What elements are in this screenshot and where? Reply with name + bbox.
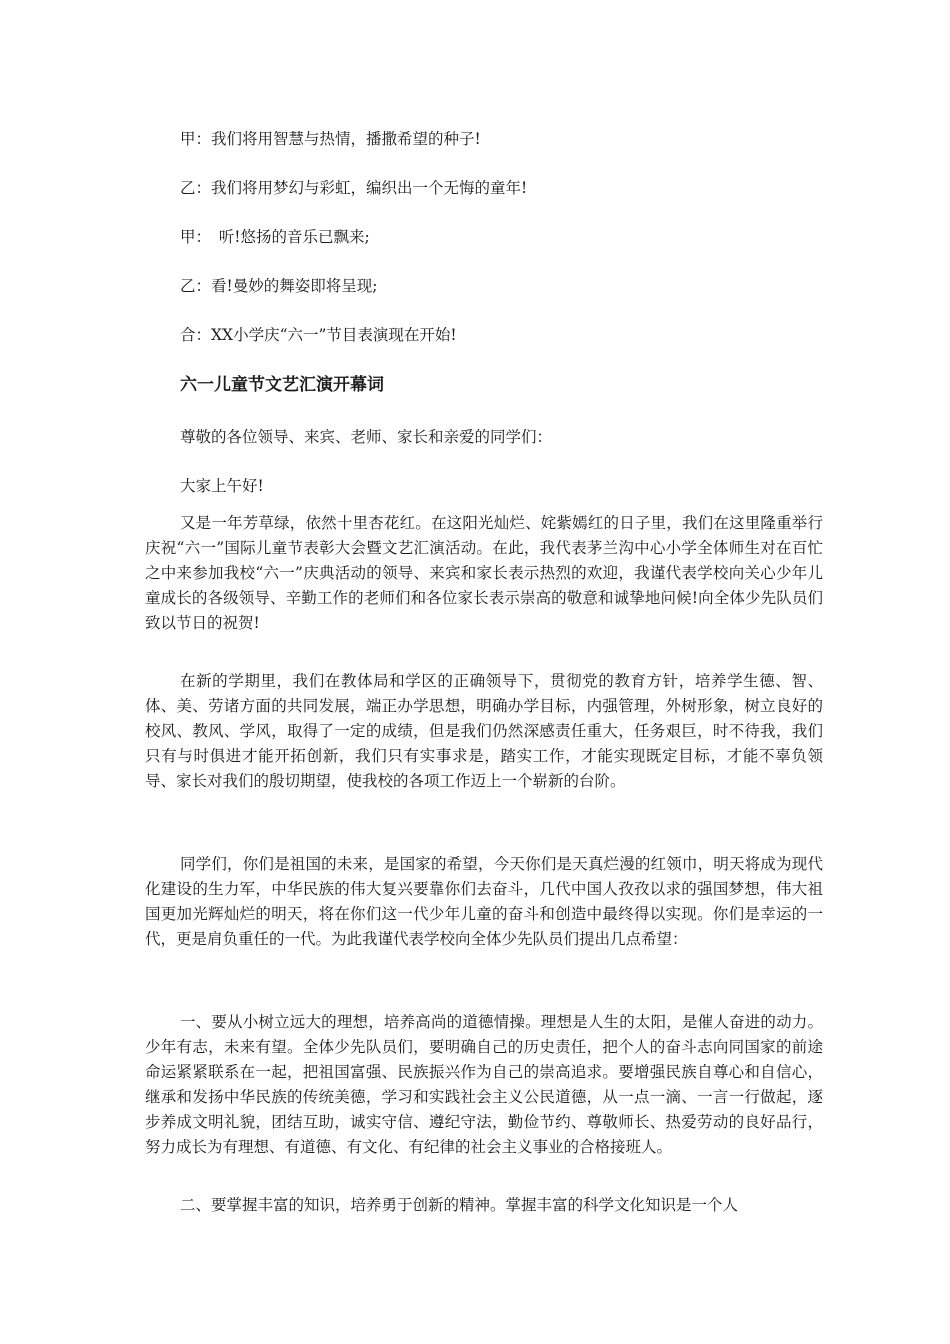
dialogue-line-2: 乙：我们将用梦幻与彩虹，编织出一个无悔的童年! (180, 179, 528, 197)
dialogue-line-1: 甲：我们将用智慧与热情，播撒希望的种子! (180, 130, 481, 148)
greeting: 大家上午好! (180, 477, 264, 495)
salutation: 尊敬的各位领导、来宾、老师、家长和亲爱的同学们： (180, 428, 553, 446)
paragraph-2: 在新的学期里，我们在教体局和学区的正确领导下，贯彻党的教育方针，培养学生德、智、体、美、劳诸方面的共同发展，端正办学思想，明确办学目标，内强管理，外树形象，树立良好的校风、教风、学风，取得了一定的成绩，但是我们仍然深感责任重大，任务艰巨，时不待我，我们只有与时俱进才能开拓创新，我们只有实事求是，踏实工作，才能实现既定目标，才能不辜负领导、家长对我们的殷切期望，使我校的各项工作迈上一个崭新的台阶。 (145, 672, 823, 790)
dialogue-line-5: 合：XX小学庆“六一”节目表演现在开始! (180, 326, 457, 344)
paragraph-1: 又是一年芳草绿，依然十里杏花红。在这阳光灿烂、姹紫嫣红的日子里，我们在这里隆重举行庆祝“六一”国际儿童节表彰大会暨文艺汇演活动。在此，我代表茅兰沟中心小学全体师生对在百忙之中来参加我校“六一”庆典活动的领导、来宾和家长表示热烈的欢迎，我谨代表学校向关心少年儿童成长的各级领导、辛勤工作的老师们和各位家长表示崇高的敬意和诚挚地问候!向全体少先队员们致以节日的祝贺! (145, 514, 823, 632)
dialogue-line-4: 乙：看!曼妙的舞姿即将呈现; (180, 277, 378, 295)
paragraph-3: 同学们，你们是祖国的未来，是国家的希望，今天你们是天真烂漫的红领巾，明天将成为现代化建设的生力军，中华民族的伟大复兴要靠你们去奋斗，几代中国人孜孜以求的强国梦想，伟大祖国更加光辉灿烂的明天，将在你们这一代少年儿童的奋斗和创造中最终得以实现。你们是幸运的一代，更是肩负重任的一代。为此我谨代表学校向全体少先队员们提出几点希望： (145, 855, 823, 948)
paragraph-4: 一、要从小树立远大的理想，培养高尚的道德情操。理想是人生的太阳，是催人奋进的动力。少年有志，未来有望。全体少先队员们，要明确自己的历史责任，把个人的奋斗志向同国家的前途命运紧紧联系在一起，把祖国富强、民族振兴作为自己的崇高追求。要增强民族自尊心和自信心，继承和发扬中华民族的传统美德，学习和实践社会主义公民道德，从一点一滴、一言一行做起，逐步养成文明礼貌，团结互助，诚实守信、遵纪守法，勤俭节约、尊敬师长、热爱劳动的良好品行，努力成长为有理想、有道德、有文化、有纪律的社会主义事业的合格接班人。 (145, 1013, 823, 1156)
dialogue-line-3: 甲： 听!悠扬的音乐已飘来; (180, 228, 370, 246)
paragraph-5: 二、要掌握丰富的知识，培养勇于创新的精神。掌握丰富的科学文化知识是一个人 (180, 1196, 739, 1214)
section-title: 六一儿童节文艺汇演开幕词 (180, 375, 384, 395)
